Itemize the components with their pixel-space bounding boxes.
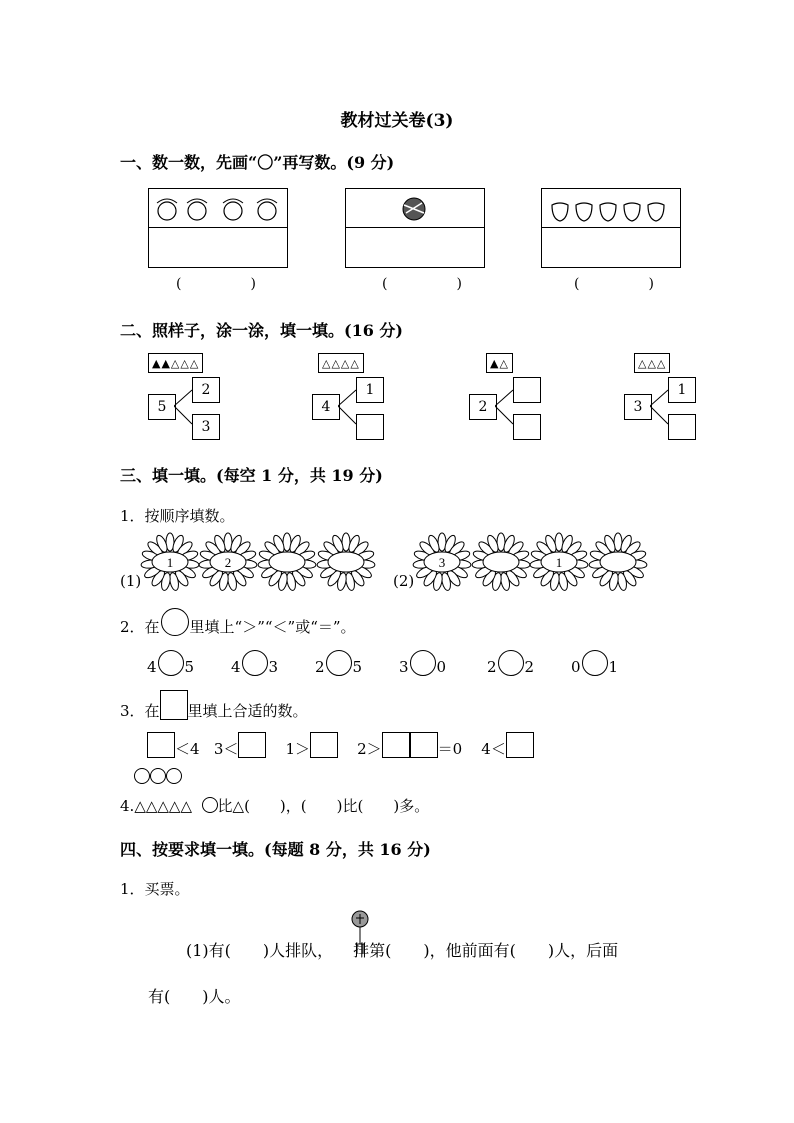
split-lines	[174, 388, 194, 428]
circle-icon	[166, 768, 182, 784]
flower-number: 1	[555, 555, 563, 570]
flower-number: 2	[224, 555, 232, 570]
strawberry-row	[542, 189, 680, 228]
flower	[258, 533, 317, 591]
compare-circle[interactable]	[242, 650, 268, 676]
compare-row	[147, 650, 618, 676]
peach-row	[149, 189, 287, 228]
total-box: 3	[624, 394, 652, 420]
section-3-heading: 三、填一填。(每空 1 分，共 19 分)	[120, 466, 383, 485]
count-box-peaches	[148, 188, 288, 268]
flower-number: 3	[438, 555, 446, 570]
compare-circle[interactable]	[582, 650, 608, 676]
triangle-strip[interactable]: △△△	[634, 353, 670, 373]
part-box-top[interactable]: 2	[192, 377, 220, 403]
question-3-4: 4.△△△△△ 比△( )，( )比( )多。	[120, 797, 430, 815]
compare-circle[interactable]	[326, 650, 352, 676]
compare-item: 3 0	[399, 650, 487, 676]
total-box: 2	[469, 394, 497, 420]
answer-box[interactable]	[382, 732, 410, 758]
triangle-strip: ▲▲△△△	[148, 353, 203, 373]
fill-number-row: ＜4 3＜ 1＞ 2＞ ＝0 4＜	[147, 732, 534, 759]
compare-item: 2 5	[315, 650, 399, 676]
ticket-line-2: 有( )人。	[148, 987, 241, 1006]
part-box-top: 1	[668, 377, 696, 403]
flower	[589, 533, 648, 591]
count-box-strawberries	[541, 188, 681, 268]
total-box: 4	[312, 394, 340, 420]
section-4-heading: 四、按要求填一填。(每题 8 分，共 16 分)	[120, 840, 431, 859]
split-lines	[338, 388, 358, 428]
section-2-heading: 二、照样子，涂一涂，填一填。(16 分)	[120, 321, 403, 340]
part-box-bottom[interactable]	[513, 414, 541, 440]
flower	[317, 533, 376, 591]
part-box-bottom[interactable]	[356, 414, 384, 440]
seq-label-1: (1)	[120, 572, 142, 590]
compare-circle[interactable]	[498, 650, 524, 676]
flower	[472, 533, 531, 591]
split-lines	[650, 388, 670, 428]
triangle-strip[interactable]: ▲△	[486, 353, 513, 373]
part-box-top: 1	[356, 377, 384, 403]
count-box-watermelon	[345, 188, 485, 268]
compare-circle[interactable]	[158, 650, 184, 676]
watermelon-row	[346, 189, 484, 228]
question-3-3: 3．在 里填上合适的数。	[120, 690, 308, 721]
circle-blank-icon	[161, 608, 189, 636]
page-title: 教材过关卷(3)	[340, 111, 454, 131]
total-box: 5	[148, 394, 176, 420]
circle-icon	[150, 768, 166, 784]
triangle-row: △△△△△	[134, 797, 192, 815]
flower-sequence	[140, 532, 660, 592]
circle-icon	[202, 797, 218, 813]
part-box-bottom[interactable]: 3	[192, 414, 220, 440]
compare-item: 4 3	[231, 650, 315, 676]
square-blank-icon	[160, 690, 188, 720]
part-box-top[interactable]	[513, 377, 541, 403]
answer-box[interactable]	[506, 732, 534, 758]
peach-icon	[149, 189, 287, 227]
watermelon-icon	[346, 189, 484, 227]
compare-item: 0 1	[571, 650, 618, 676]
compare-item: 4 5	[147, 650, 231, 676]
answer-paren-3[interactable]: ( )	[574, 276, 654, 292]
section-1-heading: 一、数一数，先画“〇”再写数。(9 分)	[120, 153, 395, 172]
compare-item: 2 2	[487, 650, 571, 676]
question-4-1: 1．买票。	[120, 880, 190, 898]
answer-paren-2[interactable]: ( )	[382, 276, 462, 292]
answer-paren-1[interactable]: ( )	[176, 276, 256, 292]
answer-box[interactable]	[238, 732, 266, 758]
answer-box[interactable]	[410, 732, 438, 758]
compare-circle[interactable]	[410, 650, 436, 676]
ticket-line-1: (1)有( )人排队， 排第( )，他前面有( )人，后面	[186, 941, 619, 960]
answer-box[interactable]	[310, 732, 338, 758]
circle-icon	[134, 768, 150, 784]
circle-row	[134, 768, 182, 788]
strawberry-icon	[542, 189, 680, 227]
answer-box[interactable]	[147, 732, 175, 758]
triangle-strip[interactable]: △△△△	[318, 353, 364, 373]
question-3-2: 2．在 里填上“＞”“＜”或“＝”。	[120, 608, 356, 637]
question-3-1: 1．按顺序填数。	[120, 507, 235, 525]
flower-number: 1	[166, 555, 174, 570]
split-lines	[495, 388, 515, 428]
part-box-bottom[interactable]	[668, 414, 696, 440]
seq-label-2: (2)	[393, 572, 415, 590]
